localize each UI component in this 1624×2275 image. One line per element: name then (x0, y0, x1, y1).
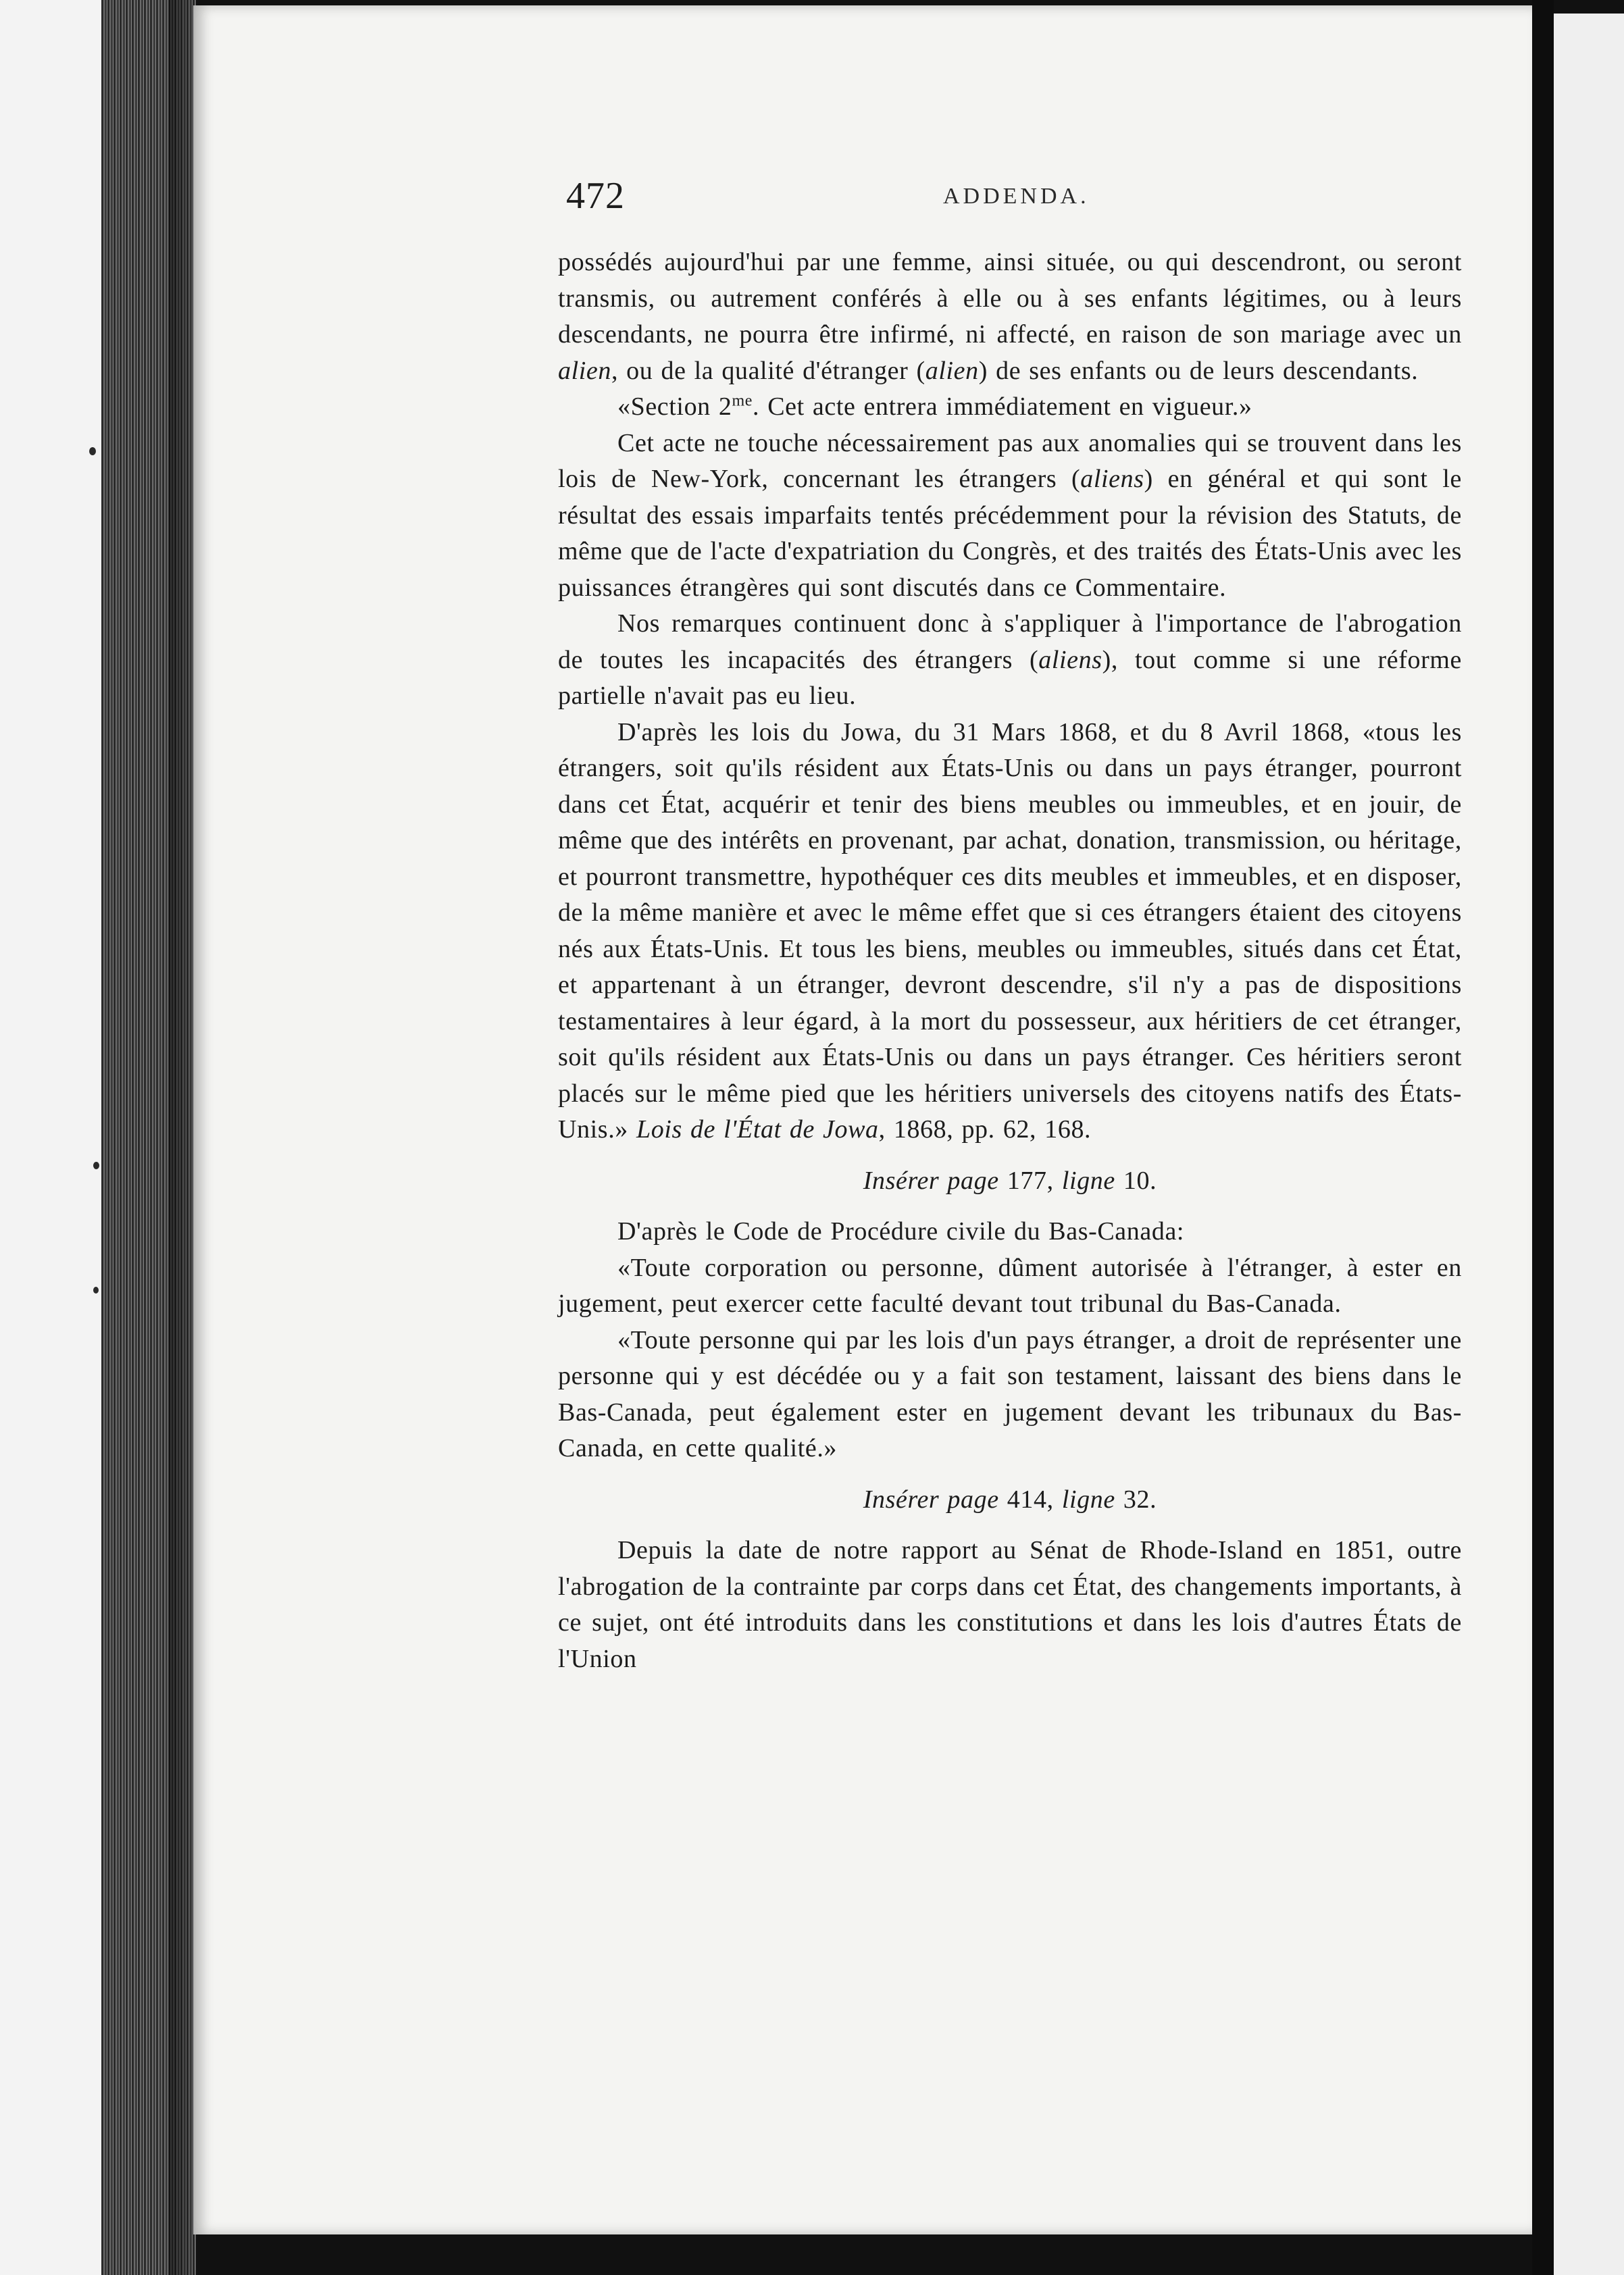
scan-speck (93, 1287, 99, 1294)
scan-speck (93, 1162, 99, 1169)
scan-speck (89, 447, 96, 455)
page-number: 472 (566, 175, 625, 217)
paragraph: Nos remarques continuent donc à s'appliquer à l'importance de l'abrogation de toutes les incapacités des étrangers (aliens), tout comme si une réforme partielle n'avait pas eu lieu. (558, 609, 1462, 710)
paragraph: «Section $2^{me}$. Cet acte entrera immédiatement en vigueur.» (617, 392, 1252, 421)
paragraph: D'après les lois du Jowa, du 31 Mars 1868, et du 8 Avril 1868, «tous les étrangers, soit qu'ils résident aux États-Unis ou dans un pays étranger, pourront dans cet État, acquérir et tenir des biens meubles ou immeubles, et en jouir, de même que des intérêts en provenant, par achat, donation, transmission, ou héritage, et pourront transmettre, hypothéquer ces dits meubles et immeubles, et en disposer, de la même manière et avec le même effet que si ces étrangers étaient des citoyens nés aux États-Unis. Et tous les biens, meubles ou immeubles, situés dans cet État, et appartenant à un étranger, devront descendre, s'il n'y a pas de dispositions testamentaires à leur égard, à la mort du possesseur, aux héritiers de cet étranger, soit qu'ils résident aux États-Unis ou dans un pays étranger. Ces héritiers seront placés sur le même pied que les héritiers universels des citoyens natifs des États-Unis.» Lois de l'État de Jowa, 1868, pp. 62, 168. (558, 717, 1462, 1144)
paragraph: Cet acte ne touche nécessairement pas aux anomalies qui se trouvent dans les lois de New-York, concernant les étrangers (aliens) en général et qui sont le résultat des essais imparfaits tentés précédemment pour la révision des Statuts, de même que de l'acte d'expatriation du Congrès, et des traités des États-Unis avec les puissances étrangères qui sont discutés dans ce Commentaire. (558, 428, 1462, 602)
paragraph: D'après le Code de Procédure civile du Bas-Canada: (617, 1217, 1185, 1246)
page-header (566, 174, 1467, 222)
page-gap (1532, 0, 1554, 2275)
page-text (558, 245, 1462, 1677)
paragraph: «Toute corporation ou personne, dûment autorisée à l'étranger, à ester en jugement, peut exercer cette faculté devant tout tribunal du Bas-Canada. (558, 1253, 1462, 1318)
paragraph: possédés aujourd'hui par une femme, ainsi située, ou qui descendront, ou seront transmis, ou autrement conférés à elle ou à ses enfants légitimes, ou à leurs descendants, ne pourra être infirmé, ni affecté, en raison de son mariage avec un alien, ou de la qualité d'étranger (alien) de ses enfants ou de leurs descendants. (558, 248, 1462, 385)
gutter-shadow (169, 0, 196, 2275)
next-page-strip (1554, 14, 1624, 2275)
paragraph: «Toute personne qui par les lois d'un pays étranger, a droit de représenter une personne qui y est décédée ou y a fait son testament, laissant des biens dans le Bas-Canada, peut également ester en jugement devant les tribunaux du Bas-Canada, en cette qualité.» (558, 1325, 1462, 1462)
paragraph: Depuis la date de notre rapport au Sénat de Rhode-Island en 1851, outre l'abrogation de la contrainte par corps dans cet État, des changements importants, à ce sujet, ont été introduits dans les constitutions et dans les lois d'autres États de l'Union (558, 1536, 1462, 1673)
insert-heading: Insérer page 414, ligne 32. (863, 1485, 1157, 1514)
running-head: ADDENDA. (943, 184, 1090, 209)
insert-heading: Insérer page 177, ligne 10. (863, 1166, 1157, 1195)
scan-left-margin (0, 0, 101, 2275)
